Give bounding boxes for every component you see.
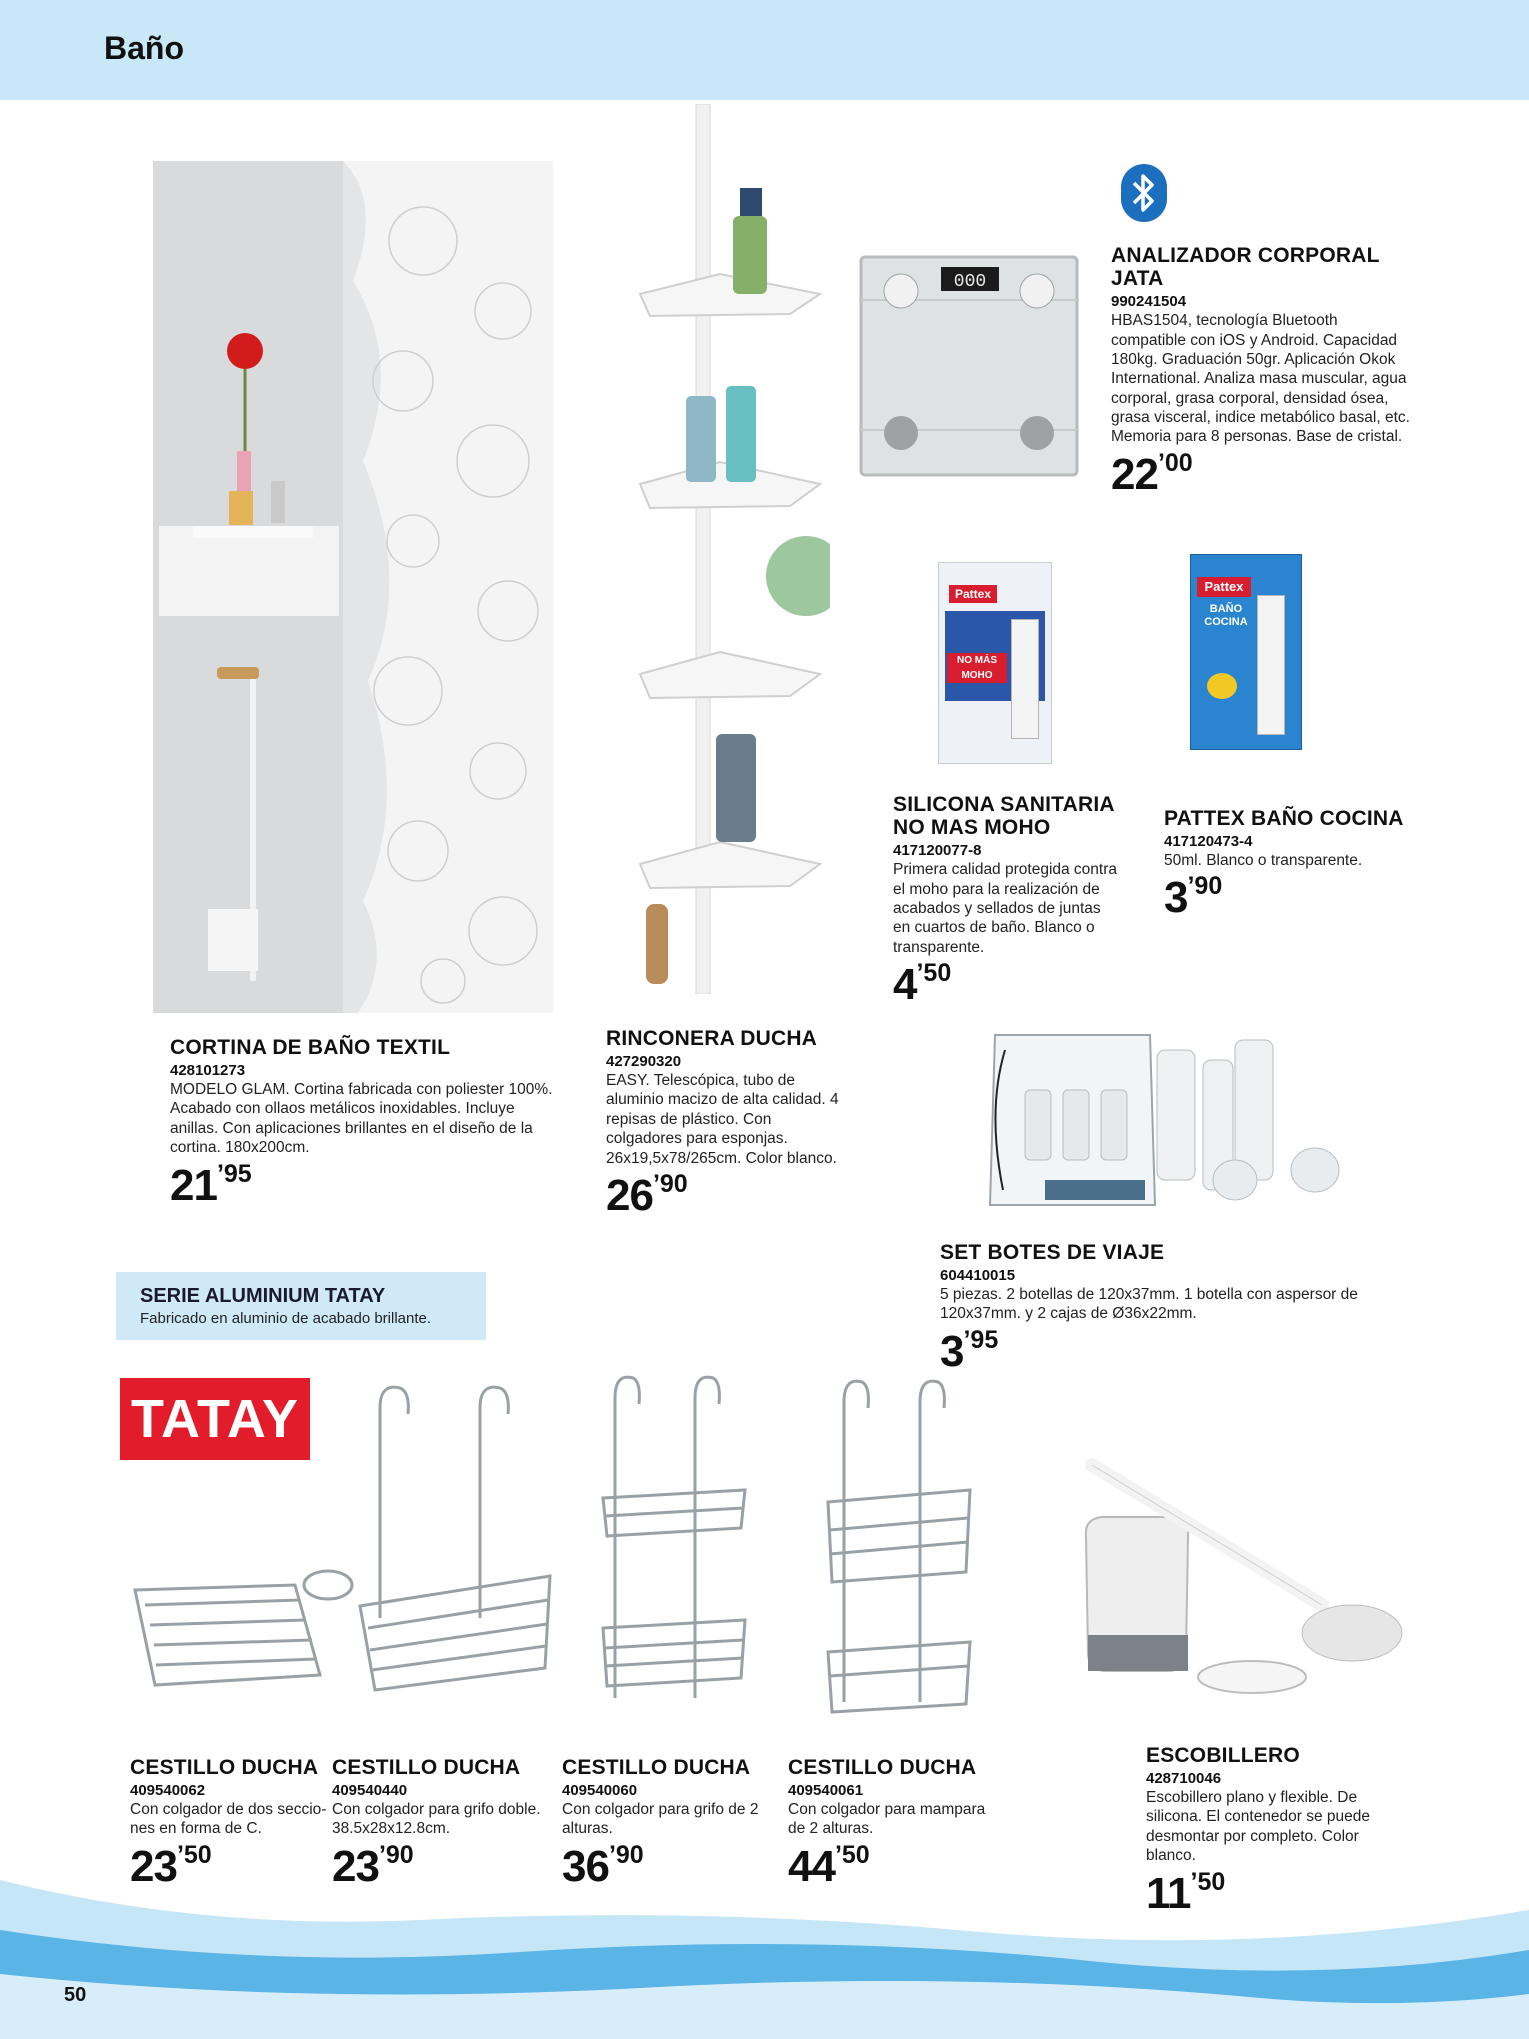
page-number: 50: [64, 1984, 87, 2006]
analizador-block: [1111, 244, 1411, 497]
price-dec: ’90: [1187, 872, 1223, 901]
product-ref: 409540062: [130, 1782, 206, 1800]
rinconera-photo: [630, 104, 830, 994]
product-ref: 417120473-4: [1164, 833, 1253, 851]
product-ref: 417120077-8: [893, 842, 982, 860]
price-dec: ’95: [963, 1325, 999, 1354]
price-int: 23: [130, 1841, 177, 1891]
pattex-photo: [1190, 554, 1302, 750]
product-ref: 428101273: [170, 1062, 246, 1080]
cestillo3-block: [562, 1756, 762, 1889]
silicona-brand: Pattex: [949, 585, 997, 603]
price-int: 23: [332, 1841, 379, 1891]
product-ref: 428710046: [1146, 1770, 1222, 1788]
rinconera-block: [606, 1027, 846, 1218]
set-botes-block: [940, 1241, 1360, 1374]
price-dec: ’50: [916, 959, 952, 988]
product-ref: 409540061: [788, 1782, 864, 1800]
silicona-photo: [938, 562, 1052, 764]
product-name: CESTILLO DUCHA: [788, 1756, 977, 1779]
serie-subtitle: Fabricado en aluminio de acabado brillante.: [140, 1310, 432, 1327]
price-dec: ’90: [608, 1840, 644, 1869]
bascula-photo: [859, 255, 1079, 477]
cestillo2-block: [332, 1756, 557, 1889]
product-name: CESTILLO DUCHA: [130, 1756, 319, 1779]
cestillo1-photo: [130, 1555, 360, 1715]
pattex-brand: Pattex: [1197, 577, 1251, 597]
price-dec: ’00: [1157, 448, 1193, 477]
product-name: CORTINA DE BAÑO TEXTIL: [170, 1036, 451, 1059]
product-price: [1164, 872, 1404, 923]
footer-wave: [0, 1867, 1529, 2039]
bluetooth-icon: [1121, 164, 1167, 222]
price-dec: ’50: [176, 1840, 212, 1869]
product-desc: Con colgador para grifo de 2 alturas.: [562, 1801, 759, 1838]
price-int: 22: [1111, 449, 1158, 499]
pattex-block: [1164, 807, 1404, 923]
product-desc: Primera calidad protegida contra el moho para la realización de acabados y sellados de juntas en cuartos de baño. Blanco o transparente.: [893, 861, 1118, 956]
product-desc: 50ml. Blanco o transparente.: [1164, 852, 1363, 870]
price-int: 44: [788, 1841, 835, 1891]
cortina-block: [170, 1036, 555, 1208]
product-price: [170, 1159, 555, 1210]
page-title: Baño: [104, 30, 184, 66]
product-name: RINCONERA DUCHA: [606, 1027, 818, 1050]
serie-title: SERIE ALUMINIUM TATAY: [140, 1285, 386, 1307]
price-dec: ’95: [216, 1159, 252, 1188]
product-desc: 5 piezas. 2 botellas de 120x37mm. 1 botella con aspersor de 120x37mm. y 2 cajas de Ø36x22mm.: [940, 1286, 1358, 1323]
price-int: 11: [1146, 1868, 1191, 1918]
silicona-pack-text: NO MÁS MOHO: [947, 653, 1007, 683]
scale-display: 000: [953, 272, 987, 292]
product-ref: 409540440: [332, 1782, 408, 1800]
product-price: [606, 1169, 846, 1220]
product-desc: EASY. Telescópica, tubo de aluminio macizo de alta calidad. 4 repisas de plástico. Con colgadores para esponjas. 26x19,5x78/265cm. Color blanco.: [606, 1072, 839, 1167]
product-name: CESTILLO DUCHA: [332, 1756, 521, 1779]
product-name: SILICONA SANITARIA NO MAS MOHO: [893, 793, 1114, 840]
product-price: [1111, 448, 1411, 499]
price-int: 4: [893, 960, 917, 1010]
product-desc: MODELO GLAM. Cortina fabricada con poliester 100%. Acabado con ollaos metálicos inoxidables. Incluye anillas. Con aplicaciones brillantes en el diseño de la cortina. 180x200cm.: [170, 1081, 553, 1157]
cestillo4-block: [788, 1756, 1003, 1889]
product-name: PATTEX BAÑO COCINA: [1164, 807, 1404, 830]
price-dec: ’50: [834, 1840, 870, 1869]
price-dec: ’50: [1190, 1867, 1226, 1896]
escobillero-photo: [1082, 1455, 1412, 1705]
product-desc: Con colgador de dos seccio- nes en forma de C.: [130, 1801, 327, 1838]
price-int: 21: [170, 1160, 217, 1210]
cortina-photo: [153, 161, 553, 1013]
header-band: [0, 0, 1529, 100]
product-ref: 409540060: [562, 1782, 638, 1800]
set-botes-photo: [985, 1030, 1355, 1210]
product-ref: 604410015: [940, 1267, 1016, 1285]
price-int: 3: [1164, 873, 1188, 923]
product-name: ESCOBILLERO: [1146, 1744, 1300, 1767]
price-dec: ’90: [378, 1840, 414, 1869]
price-int: 36: [562, 1841, 609, 1891]
silicona-block: [893, 793, 1118, 1010]
pattex-pack-text: BAÑO COCINA: [1204, 603, 1248, 628]
price-int: 3: [940, 1326, 964, 1376]
product-name: SET BOTES DE VIAJE: [940, 1241, 1165, 1264]
price-dec: ’90: [652, 1169, 688, 1198]
product-desc: HBAS1504, tecnología Bluetooth compatible con iOS y Android. Capacidad 180kg. Graduación 50gr. Aplicación Okok International. Analiza masa muscular, agua corporal, grasa corporal, densidad ósea, grasa visceral, indice metabólico basal, etc. Memoria para 8 personas. Base de cristal.: [1111, 312, 1410, 446]
cestillo4-photo: [820, 1372, 980, 1722]
cestillo2-photo: [350, 1378, 560, 1718]
product-desc: Con colgador para mampara de 2 alturas.: [788, 1801, 986, 1838]
product-ref: 427290320: [606, 1053, 682, 1071]
tatay-logo: TATAY: [120, 1378, 310, 1460]
product-ref: 990241504: [1111, 293, 1187, 311]
product-name: ANALIZADOR CORPORAL JATA: [1111, 244, 1380, 291]
product-price: [893, 959, 1118, 1010]
cestillo1-block: [130, 1756, 328, 1889]
product-name: CESTILLO DUCHA: [562, 1756, 751, 1779]
price-int: 26: [606, 1170, 653, 1220]
product-desc: Con colgador para grifo doble. 38.5x28x12.8cm.: [332, 1801, 541, 1838]
cestillo3-photo: [595, 1368, 755, 1718]
serie-banner: [116, 1272, 486, 1340]
product-desc: Escobillero plano y flexible. De silicona. El contenedor se puede desmontar por completo. Color blanco.: [1146, 1789, 1371, 1865]
product-price: [940, 1325, 1360, 1376]
